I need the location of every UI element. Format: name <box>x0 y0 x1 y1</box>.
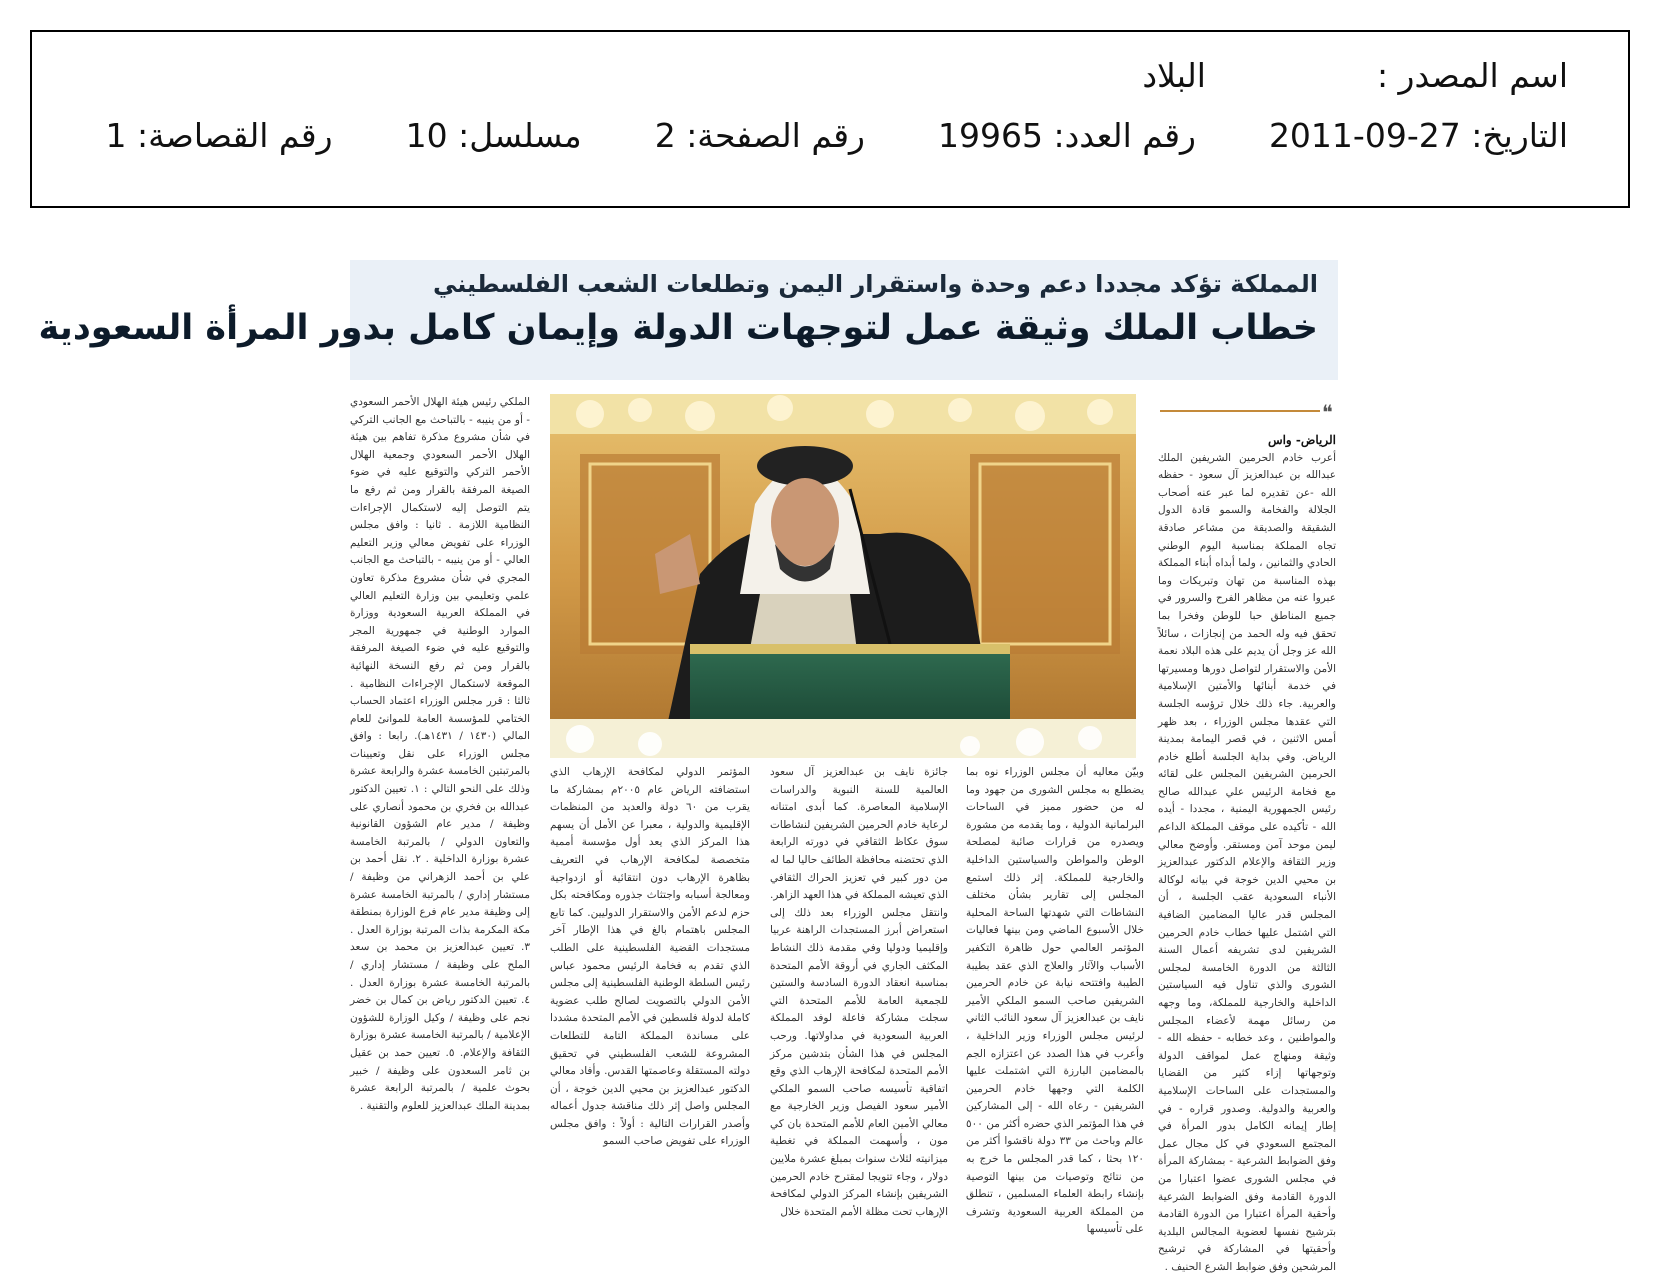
serial-label: مسلسل: <box>458 116 582 155</box>
serial-value: 10 <box>405 116 448 155</box>
column-text: المؤتمر الدولي لمكافحة الإرهاب الذي استضافته الرياض عام ٢٠٠٥م بمشاركة ما يقرب من ٦٠ دولة والعديد من المنظمات الإقليمية والدولية ، معبرا عن الأمل أن يسهم هذا المركز الذي يعد أول مؤسسة أممية متخصصة لمكافحة الإرهاب في التعريف بظاهرة الإرهاب دون انتقائية أو ازدواجية ومعالجة أسبابه واجتثاث جذوره ومكافحته بكل حزم لدعم الأمن والاستقرار الدوليين. كما تابع المجلس باهتمام بالغ في هذا الإطار آخر مستجدات القضية الفلسطينية على الطلب الذي تقدم به فخامة الرئيس محمود عباس رئيس السلطة الوطنية الفلسطينية إلى مجلس الأمن الدولي بالتصويت لصالح طلب عضوية كاملة لدولة فلسطين في الأمم المتحدة مشددا على مساندة المملكة التامة للتطلعات المشروعة للشعب الفلسطيني في تحقيق دولته المستقلة وعاصمتها القدس. وأفاد معالي الدكتور عبدالعزيز بن محيي الدين خوجة ، أن المجلس واصل إثر ذلك مناقشة جدول أعماله وأصدر القرارات التالية : أولاً : وافق مجلس الوزراء على تفويض صاحب السمو <box>550 766 750 1148</box>
quote-rule <box>1160 410 1320 412</box>
article-column-3 <box>770 764 948 1218</box>
source-label: اسم المصدر : <box>1376 56 1568 95</box>
column-text: وبيّن معاليه أن مجلس الوزراء نوه بما يضطلع به مجلس الشورى من جهود وما له من حضور مميز في الساحات البرلمانية الدولية ، وما يقدمه من مشورة ويصدره من قرارات صائبة لمصلحة الوطن والمواطن والسياستين الداخلية والخارجية للمملكة. إثر ذلك استمع المجلس إلى تقارير بشأن مختلف النشاطات التي شهدتها الساحة المحلية خلال الأسبوع الماضي ومن بينها فعاليات المؤتمر العالمي حول ظاهرة التكفير الأسباب والآثار والعلاج الذي عقد بطيبة الطيبة وافتتحه نيابة عن خادم الحرمين الشريفين صاحب السمو الملكي الأمير نايف بن عبدالعزيز آل سعود النائب الثاني لرئيس مجلس الوزراء وزير الداخلية ، وأعرب في هذا الصدد عن اعتزازه الجم بالمضامين البارزة التي اشتملت عليها الكلمة التي وجهها خادم الحرمين الشريفين - رعاه الله - إلى المشاركين في هذا المؤتمر الذي حضره أكثر من ٥٠٠ عالم وباحث من ٣٣ دولة ناقشوا أكثر من ١٢٠ بحثا ، كما قدر المجلس ما خرج به من نتائج وتوصيات من بينها التوصية بإنشاء رابطة العلماء المسلمين ، تنطلق من المملكة العربية السعودية وتشرف على تأسيسها <box>966 766 1144 1236</box>
main-headline: خطاب الملك وثيقة عمل لتوجهات الدولة وإيمان كامل بدور المرأة السعودية <box>38 308 1318 348</box>
date-label: التاريخ: <box>1471 116 1568 155</box>
article-column-1 <box>1158 432 1336 1273</box>
clip-value: 1 <box>105 116 127 155</box>
source-value: البلاد <box>1142 56 1206 95</box>
column-text: أعرب خادم الحرمين الشريفين الملك عبدالله بن عبدالعزيز آل سعود - حفظه الله -عن تقديره لما عبر عنه أصحاب الجلالة والفخامة والسمو قادة الدول الشقيقة والصديقة من مشاعر صادقة تجاه المملكة بمناسبة اليوم الوطني الحادي والثمانين ، ولما أبداه أبناء المملكة بهذه المناسبة من تهان وتبريكات وما عبروا عنه من مظاهر الفرح والسرور في جميع المناطق حبا للوطن وفخرا بما تحقق فيه وله الحمد من إنجازات ، سائلاً الله عز وجل أن يديم على هذه البلاد نعمة الأمن والاستقرار لتواصل دورها ومسيرتها في خدمة أبنائها والأمتين الإسلامية والعربية. جاء ذلك خلال ترؤسه الجلسة التي عقدها مجلس الوزراء ، بعد ظهر أمس الاثنين ، في قصر اليمامة بمدينة الرياض. وفي بداية الجلسة أطلع خادم الحرمين الشريفين المجلس على لقائه مع فخامة الرئيس علي عبدالله صالح رئيس الجمهورية اليمنية ، مجددا - أيده الله - تأكيده على موقف المملكة الداعم ليمن موحد آمن ومستقر. وأوضح معالي وزير الثقافة والإعلام الدكتور عبدالعزيز بن محيي الدين خوجة في بيانه لوكالة الأنباء السعودية عقب الجلسة ، أن المجلس قدر عاليا المضامين الضافية التي اشتمل عليها خطاب خادم الحرمين الشريفين لدى تشريفه أعمال السنة الثالثة من الدورة الخامسة لمجلس الشورى والذي تناول فيه السياستين الداخلية والخارجية للمملكة، وما وجهه من رسائل مهمة لأعضاء المجلس والمواطنين ، وعد خطابه - حفظه الله - وثيقة ومنهاج عمل لمواقف الدولة وتوجهاتها إزاء كثير من القضايا والمستجدات على الساحات الإسلامية والعربية والدولية. وصدور قراره - في إطار إيمانه الكامل بدور المرأة في المجتمع السعودي في كل مجال عمل وفق الضوابط الشرعية - بمشاركة المرأة في مجلس الشورى عضوا اعتبارا من الدورة القادمة وفق الضوابط الشرعية وأحقية المرأة اعتبارا من الدورة القادمة بترشيح نفسها لعضوية المجالس البلدية وأحقيتها في المشاركة في ترشيح المرشحين وفق ضوابط الشرع الحنيف . <box>1158 451 1336 1273</box>
page-value: 2 <box>654 116 676 155</box>
quote-mark-icon: ❝ <box>1322 400 1333 424</box>
date-value: 2011-09-27 <box>1268 116 1461 155</box>
clip-label: رقم القصاصة: <box>137 116 333 155</box>
headline-band <box>38 260 1338 380</box>
details-line <box>106 116 1569 155</box>
source-metadata-box <box>30 30 1630 208</box>
issue-label: رقم العدد: <box>1053 116 1196 155</box>
issue-value: 19965 <box>938 116 1043 155</box>
king-photo-icon <box>550 394 1136 758</box>
page-label: رقم الصفحة: <box>686 116 865 155</box>
column-text: الملكي رئيس هيئة الهلال الأحمر السعودي - أو من ينيبه - بالتباحث مع الجانب التركي في شأن مشروع مذكرة تفاهم بين هيئة الهلال الأحمر السعودي وجمعية الهلال الأحمر التركي والتوقيع عليه في ضوء الصيغة المرفقة بالقرار ومن ثم رفع ما يتم التوصل إليه لاستكمال الإجراءات النظامية اللازمة . ثانيا : وافق مجلس الوزراء على تفويض معالي وزير التعليم العالي - أو من ينيبه - بالتباحث مع الجانب المجري في شأن مشروع مذكرة تعاون علمي وتعليمي بين وزارة التعليم العالي في المملكة العربية السعودية ووزارة الموارد الوطنية في جمهورية المجر والتوقيع عليه في ضوء الصيغة المرفقة بالقرار ومن ثم رفع النسخة النهائية الموقعة لاستكمال الإجراءات النظامية . ثالثا : قرر مجلس الوزراء اعتماد الحساب الختامي للمؤسسة العامة للموانئ للعام المالي (١٤٣٠ / ١٤٣١هـ). رابعا : وافق مجلس الوزراء على نقل وتعيينات بالمرتبتين الخامسة عشرة والرابعة عشرة وذلك على النحو التالي : ١. تعيين الدكتور عبدالله بن فخري بن محمود أنصاري على وظيفة / مدير عام الشؤون القانونية والتعاون الدولي / بالمرتبة الخامسة عشرة بوزارة الداخلية . ٢. نقل أحمد بن علي بن أحمد الزهراني من وظيفة / مستشار إداري / بالمرتبة الخامسة عشرة إلى وظيفة مدير عام فرع الوزارة بمنطقة مكة المكرمة بذات المرتبة بوزارة العدل . ٣. تعيين عبدالعزيز بن محمد بن سعد الملح على وظيفة / مستشار إداري / بالمرتبة الخامسة عشرة بوزارة العدل . ٤. تعيين الدكتور رياض بن كمال بن خضر نجم على وظيفة / وكيل الوزارة للشؤون الإعلامية / بالمرتبة الخامسة عشرة بوزارة الثقافة والإعلام. ٥. تعيين حمد بن عقيل بن ثامر السعدون على وظيفة / خبير بحوث علمية / بالمرتبة الرابعة عشرة بمدينة الملك عبدالعزيز للعلوم والتقنية . <box>350 396 531 1112</box>
newspaper-clipping <box>38 260 1338 1273</box>
column-text: جائزة نايف بن عبدالعزيز آل سعود العالمية للسنة النبوية والدراسات الإسلامية المعاصرة. كما أبدى امتنانه لرعاية خادم الحرمين الشريفين لنشاطات سوق عكاظ الثقافي في دورته الرابعة الذي تحتضنه محافظة الطائف حاليا لما له من دور كبير في تعزيز الحراك الثقافي الذي تعيشه المملكة في هذا العهد الزاهر. وانتقل مجلس الوزراء بعد ذلك إلى استعراض أبرز المستجدات الراهنة عربيا وإقليميا ودوليا وفي مقدمة ذلك النشاط المكثف الجاري في أروقة الأمم المتحدة بمناسبة انعقاد الدورة السادسة والستين للجمعية العامة للأمم المتحدة التي سجلت مشاركة فاعلة لوفد المملكة العربية السعودية في مداولاتها. ورحب المجلس في هذا الشأن بتدشين مركز الأمم المتحدة لمكافحة الإرهاب الذي وقع اتفاقية تأسيسه صاحب السمو الملكي الأمير سعود الفيصل وزير الخارجية مع معالي الأمين العام للأمم المتحدة بان كي مون ، وأسهمت المملكة في تغطية ميزانيته لثلاث سنوات بمبلغ عشرة ملايين دولار ، وجاء تتويجا لمقترح خادم الحرمين الشريفين بإنشاء المركز الدولي لمكافحة الإرهاب تحت مظلة الأمم المتحدة خلال <box>770 766 948 1218</box>
article-column-5 <box>350 394 530 1200</box>
dateline: الرياض- واس <box>1267 433 1336 447</box>
source-line <box>1142 56 1568 95</box>
article-column-2 <box>966 764 1144 1236</box>
kicker-headline: المملكة تؤكد مجددا دعم وحدة واستقرار اليمن وتطلعات الشعب الفلسطيني <box>432 270 1318 298</box>
king-photo <box>550 394 1136 758</box>
article-column-4 <box>550 764 750 1200</box>
